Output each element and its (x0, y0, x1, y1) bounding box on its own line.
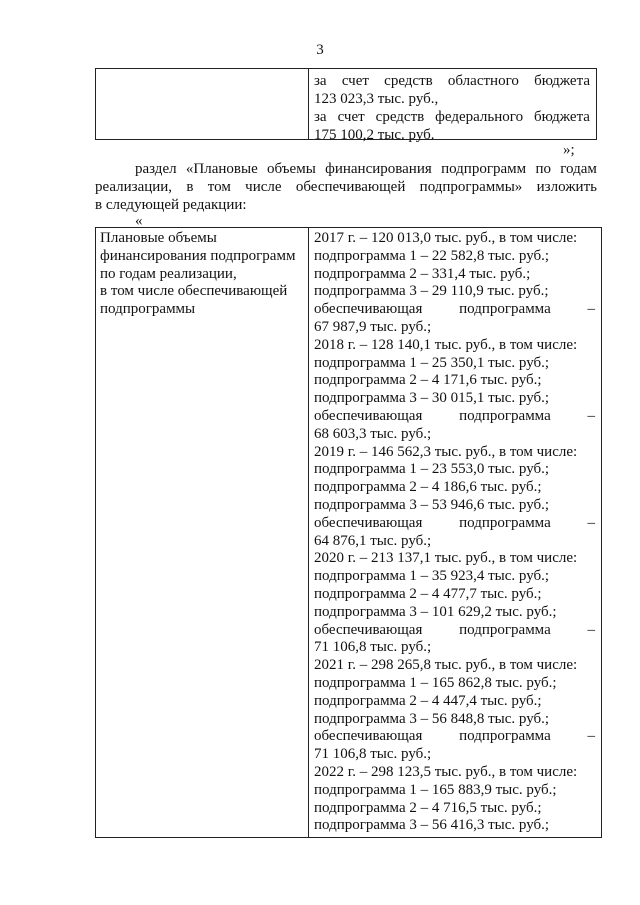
value-line: подпрограмма 1 – 165 883,9 тыс. руб.; (314, 781, 557, 798)
word: в (186, 179, 194, 195)
value-line (314, 622, 595, 640)
paragraph-line (95, 178, 597, 196)
value-line: 71 106,8 тыс. руб.; (314, 639, 432, 656)
column-divider (308, 228, 309, 837)
previous-table-line (314, 108, 590, 126)
value-line: подпрограмма 2 – 4 186,6 тыс. руб.; (314, 479, 542, 496)
word: счет (337, 109, 365, 125)
amendment-paragraph (95, 160, 597, 214)
word: объемы (267, 161, 316, 177)
column-divider (308, 69, 309, 139)
paragraph-line (95, 160, 597, 178)
word: – (587, 301, 595, 318)
value-line: 71 106,8 тыс. руб.; (314, 746, 432, 763)
word: бюджета (534, 109, 590, 125)
word: финансирования (325, 161, 432, 177)
label-line: подпрограммы (100, 301, 196, 318)
value-line: подпрограмма 2 – 4 477,7 тыс. руб.; (314, 585, 542, 602)
previous-table-right-cell (314, 72, 590, 144)
word: обеспечивающая (314, 514, 423, 531)
value-line: 2022 г. – 298 123,5 тыс. руб., в том числе: (314, 763, 578, 780)
value-line: подпрограмма 3 – 30 015,1 тыс. руб.; (314, 390, 550, 407)
word: обеспечивающая (314, 621, 423, 638)
value-line: подпрограмма 3 – 29 110,9 тыс. руб.; (314, 283, 549, 300)
word: счет (341, 73, 369, 89)
value-line: подпрограмма 1 – 22 582,8 тыс. руб.; (314, 247, 550, 264)
word: раздел (135, 161, 177, 177)
table-label-cell (100, 230, 304, 319)
word: средств (384, 73, 433, 89)
word: за (314, 73, 327, 89)
table-values-cell (314, 230, 595, 835)
closing-quote: »; (563, 142, 575, 158)
word: – (587, 514, 595, 531)
value-line: подпрограмма 1 – 165 862,8 тыс. руб.; (314, 674, 557, 691)
word: федерального (435, 109, 524, 125)
word: том (207, 179, 231, 195)
value-line: 64 876,1 тыс. руб.; (314, 532, 432, 549)
value-line: 2019 г. – 146 562,3 тыс. руб., в том числе: (314, 443, 578, 460)
previous-table-line: 175 100,2 тыс. руб. (314, 127, 435, 143)
label-line: по годам реализации, (100, 265, 237, 282)
word: областного (447, 73, 519, 89)
value-line: подпрограмма 2 – 4 716,5 тыс. руб.; (314, 799, 542, 816)
word: подпрограмм (441, 161, 527, 177)
value-line: 67 987,9 тыс. руб.; (314, 318, 432, 335)
value-line (314, 408, 595, 426)
label-line: Плановые объемы (100, 230, 217, 246)
value-line: подпрограмма 1 – 35 923,4 тыс. руб.; (314, 568, 550, 585)
word: «Плановые (185, 161, 258, 177)
value-line: подпрограмма 2 – 331,4 тыс. руб.; (314, 265, 531, 282)
value-line: 2020 г. – 213 137,1 тыс. руб., в том числе: (314, 550, 578, 567)
word: подпрограмма (459, 728, 551, 745)
value-line: 2018 г. – 128 140,1 тыс. руб., в том числе: (314, 336, 578, 353)
word: обеспечивающей (295, 179, 406, 195)
financing-table (95, 227, 602, 838)
word: – (587, 407, 595, 424)
word: подпрограмма (459, 407, 551, 424)
value-line: подпрограмма 2 – 4 171,6 тыс. руб.; (314, 372, 542, 389)
word: за (314, 109, 327, 125)
word: годам (560, 161, 597, 177)
value-line: подпрограмма 3 – 56 848,8 тыс. руб.; (314, 710, 550, 727)
opening-quote: « (135, 213, 143, 229)
word: обеспечивающая (314, 728, 423, 745)
value-line (314, 728, 595, 746)
previous-table-fragment (95, 68, 597, 143)
value-line: подпрограмма 3 – 56 416,3 тыс. руб.; (314, 817, 550, 834)
word: подпрограмма (459, 301, 551, 318)
label-line: финансирования подпрограмм (100, 247, 296, 264)
word: обеспечивающая (314, 301, 423, 318)
value-line: подпрограмма 3 – 101 629,2 тыс. руб.; (314, 603, 557, 620)
word: бюджета (534, 73, 590, 89)
value-line: 2021 г. – 298 265,8 тыс. руб., в том числе: (314, 657, 578, 674)
value-line: подпрограмма 1 – 25 350,1 тыс. руб.; (314, 354, 550, 371)
word: подпрограмма (459, 514, 551, 531)
word: числе (245, 179, 282, 195)
value-line (314, 515, 595, 533)
word: подпрограммы» (419, 179, 523, 195)
word: подпрограмма (459, 621, 551, 638)
word: по (535, 161, 551, 177)
word: средств (375, 109, 425, 125)
value-line: подпрограмма 3 – 53 946,6 тыс. руб.; (314, 496, 550, 513)
word: изложить (536, 179, 597, 195)
paragraph-line: в следующей редакции: (95, 197, 247, 213)
value-line: подпрограмма 1 – 23 553,0 тыс. руб.; (314, 461, 550, 478)
page-number: 3 (316, 42, 324, 58)
value-line: подпрограмма 2 – 4 447,4 тыс. руб.; (314, 692, 542, 709)
word: – (587, 728, 595, 745)
previous-table-line: 123 023,3 тыс. руб., (314, 91, 439, 107)
word: реализации, (95, 179, 173, 195)
value-line: 68 603,3 тыс. руб.; (314, 425, 432, 442)
value-line (314, 301, 595, 319)
previous-table-line (314, 72, 590, 90)
label-line: в том числе обеспечивающей (100, 283, 288, 300)
word: – (587, 621, 595, 638)
value-line: 2017 г. – 120 013,0 тыс. руб., в том числе: (314, 230, 578, 246)
word: обеспечивающая (314, 407, 423, 424)
